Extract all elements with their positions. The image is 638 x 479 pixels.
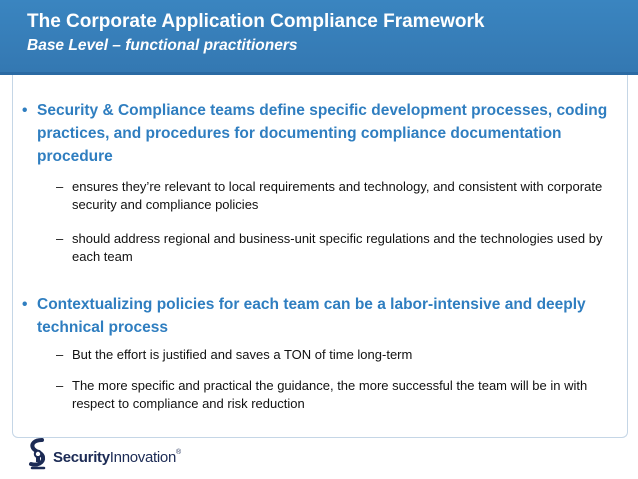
bullet-text: Contextualizing policies for each team can be a labor-intensive and deeply technical process bbox=[37, 296, 586, 336]
bullet-text: Security & Compliance teams define specific development processes, coding practices, and procedures for documenting compliance documentation procedure bbox=[37, 102, 608, 165]
slide-subtitle: Base Level – functional practitioners bbox=[27, 37, 298, 54]
sub-bullet-1-1 bbox=[56, 178, 612, 214]
logo-wordmark bbox=[53, 449, 181, 466]
bullet-1 bbox=[22, 99, 617, 168]
sub-bullet-2-2 bbox=[56, 377, 612, 413]
logo-text-bold: Security bbox=[53, 449, 110, 466]
security-innovation-logo-icon bbox=[27, 437, 49, 471]
sub-bullet-marker: – bbox=[56, 231, 64, 246]
sub-bullet-marker: – bbox=[56, 378, 64, 393]
sub-bullet-marker: – bbox=[56, 347, 64, 362]
sub-bullet-text: should address regional and business-unit specific regulations and the technologies used by each team bbox=[72, 231, 603, 264]
sub-bullet-text: But the effort is justified and saves a TON of time long-term bbox=[72, 347, 413, 362]
slide-title: The Corporate Application Compliance Framework bbox=[27, 11, 485, 32]
security-innovation-logo bbox=[27, 437, 207, 471]
bullet-marker: • bbox=[22, 296, 28, 313]
sub-bullet-2-1 bbox=[56, 346, 612, 364]
bullet-marker: • bbox=[22, 102, 28, 119]
sub-bullet-text: The more specific and practical the guidance, the more successful the team will be in with respect to compliance and risk reduction bbox=[72, 378, 588, 411]
slide-header bbox=[0, 0, 638, 75]
logo-text-light: Innovation bbox=[109, 449, 177, 466]
sub-bullet-1-2 bbox=[56, 230, 612, 266]
bullet-2 bbox=[22, 293, 617, 339]
sub-bullet-marker: – bbox=[56, 179, 64, 194]
sub-bullet-text: ensures they’re relevant to local requirements and technology, and consistent with corporate security and compliance policies bbox=[72, 179, 603, 212]
registered-mark: ® bbox=[176, 449, 181, 456]
